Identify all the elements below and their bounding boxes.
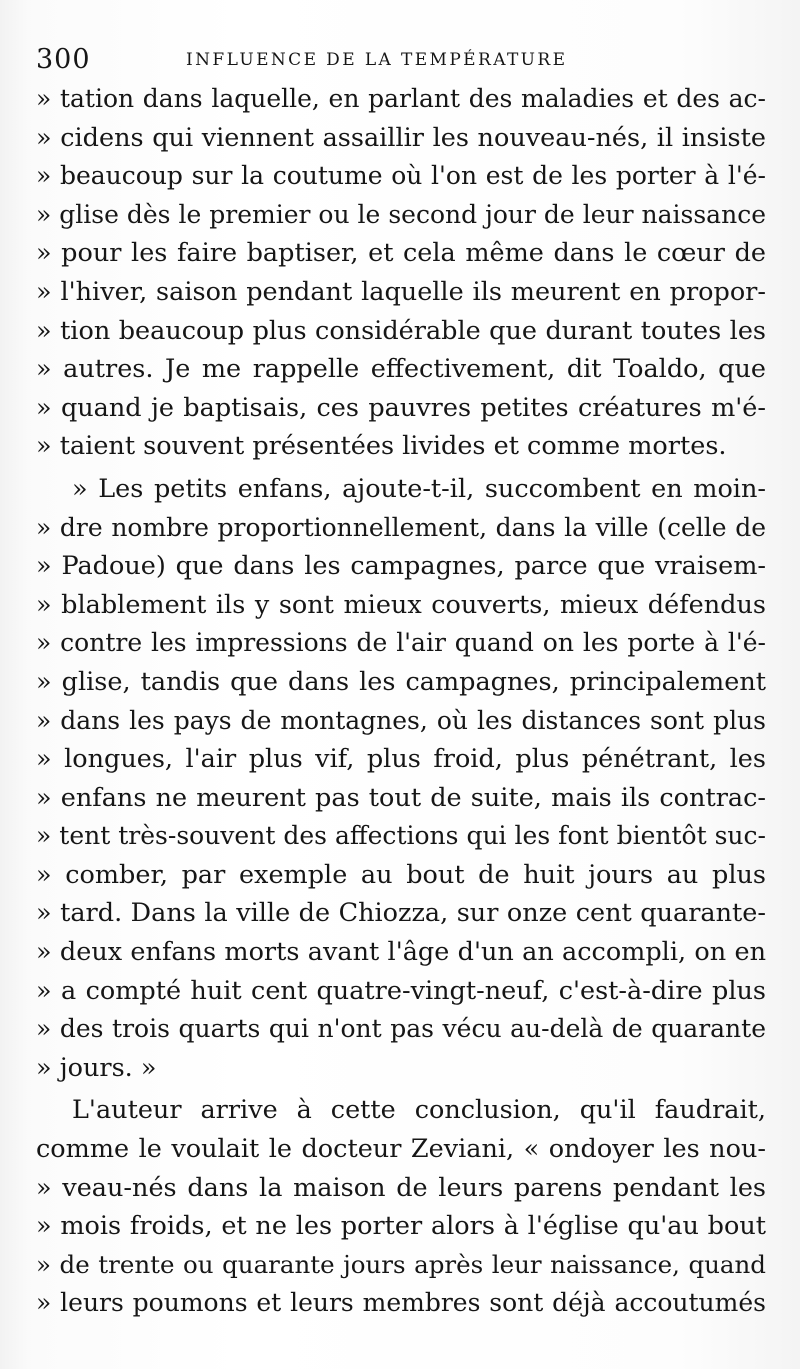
running-title: INFLUENCE DE LA TEMPÉRATURE xyxy=(186,50,568,70)
text-line: » glise, tandis que dans les campagnes, principalement xyxy=(36,666,766,697)
paragraph-toaldo-quote xyxy=(36,80,766,466)
text-line: » tation dans laquelle, en parlant des maladies et des ac- xyxy=(36,84,766,113)
text-line: » tard. Dans la ville de Chiozza, sur onze cent quarante- xyxy=(36,898,766,929)
text-line: » leurs poumons et leurs membres sont déjà accoutumés xyxy=(36,1288,766,1318)
text-line: » enfans ne meurent pas tout de suite, mais ils contrac- xyxy=(36,782,766,813)
text-line: » taient souvent présentées livides et comme mortes. xyxy=(36,431,727,462)
page-number: 300 xyxy=(36,44,91,75)
text-line: » Padoue) que dans les campagnes, parce que vraisem- xyxy=(36,551,766,582)
text-line: » beaucoup sur la coutume où l'on est de les porter à l'é- xyxy=(36,161,766,191)
text-line: » comber, par exemple au bout de huit jours au plus xyxy=(36,859,766,890)
body-text xyxy=(36,80,766,1323)
text-line: » pour les faire baptiser, et cela même dans le cœur de xyxy=(36,238,766,269)
text-line: » a compté huit cent quatre-vingt-neuf, c'est-à-dire plus xyxy=(36,975,766,1006)
text-line: » contre les impressions de l'air quand on les porte à l'é- xyxy=(36,628,766,658)
text-line: » dre nombre proportionnellement, dans la ville (celle de xyxy=(36,512,766,542)
text-line: » de trente ou quarante jours après leur naissance, quand xyxy=(36,1249,766,1279)
text-line: » l'hiver, saison pendant laquelle ils meurent en propor- xyxy=(36,276,766,307)
text-line: comme le voulait le docteur Zeviani, « ondoyer les nou- xyxy=(36,1134,766,1165)
paragraph-petits-enfans xyxy=(36,470,766,1088)
text-line: » quand je baptisais, ces pauvres petites créatures m'é- xyxy=(36,392,766,423)
paragraph-conclusion xyxy=(36,1091,766,1323)
text-line: » tion beaucoup plus considérable que durant toutes les xyxy=(36,315,766,346)
text-line: » deux enfans morts avant l'âge d'un an accompli, on en xyxy=(36,937,766,968)
text-line: » Les petits enfans, ajoute-t-il, succombent en moin- xyxy=(72,473,766,504)
text-line: » jours. » xyxy=(36,1052,157,1083)
text-line: » longues, l'air plus vif, plus froid, plus pénétrant, les xyxy=(36,744,766,775)
text-line: » mois froids, et ne les porter alors à l'église qu'au bout xyxy=(36,1211,766,1242)
text-line: » glise dès le premier ou le second jour de leur naissance xyxy=(36,199,766,229)
page-header xyxy=(36,40,776,80)
text-line: » tent très-souvent des affections qui les font bientôt suc- xyxy=(36,821,766,851)
text-line: » autres. Je me rappelle effectivement, dit Toaldo, que xyxy=(36,354,766,385)
text-line: » blablement ils y sont mieux couverts, mieux défendus xyxy=(36,589,766,620)
text-line: L'auteur arrive à cette conclusion, qu'il faudrait, xyxy=(72,1095,766,1126)
text-line: » des trois quarts qui n'ont pas vécu au-delà de quarante xyxy=(36,1014,766,1044)
text-line: » veau-nés dans la maison de leurs parens pendant les xyxy=(36,1172,766,1203)
text-line: » dans les pays de montagnes, où les distances sont plus xyxy=(36,705,766,735)
text-line: » cidens qui viennent assaillir les nouveau-nés, il insiste xyxy=(36,122,766,153)
